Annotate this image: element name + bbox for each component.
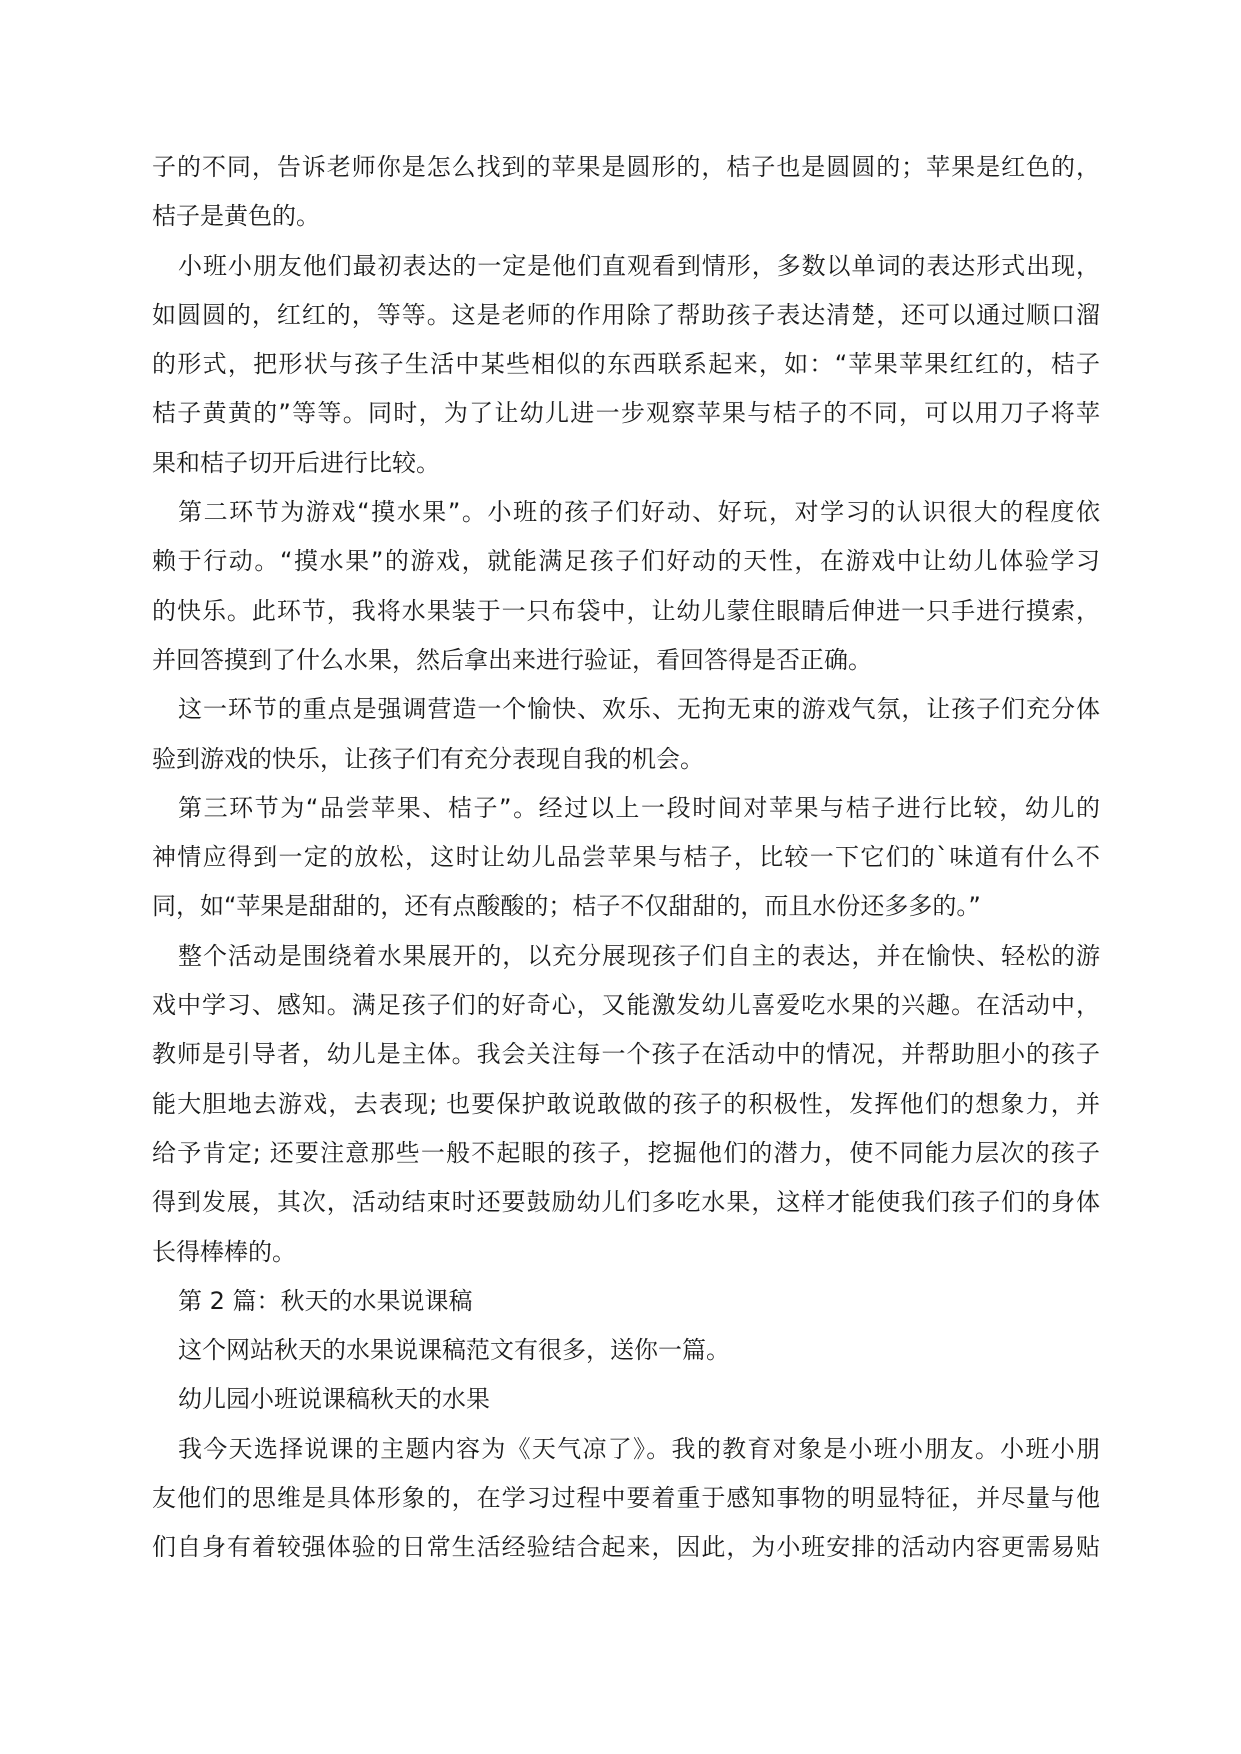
text-line: 的形式，把形状与孩子生活中某些相似的东西联系起来，如：“苹果苹果红红的，桔子 — [152, 350, 1100, 379]
document-body — [152, 143, 1100, 1573]
text-line: 神情应得到一定的放松，这时让幼儿品尝苹果与桔子，比较一下它们的`味道有什么不 — [152, 843, 1100, 872]
text-line: 这个网站秋天的水果说课稿范文有很多，送你一篇。 — [178, 1336, 730, 1365]
paragraph-10 — [152, 1425, 1100, 1573]
text-line: 赖于行动。“摸水果”的游戏，就能满足孩子们好动的天性，在游戏中让幼儿体验学习 — [152, 547, 1100, 576]
text-line: 的快乐。此环节，我将水果装于一只布袋中，让幼儿蒙住眼睛后伸进一只手进行摸索， — [152, 596, 1100, 625]
text-line: 第三环节为“品尝苹果、桔子”。经过以上一段时间对苹果与桔子进行比较，幼儿的 — [178, 793, 1100, 822]
text-line: 果和桔子切开后进行比较。 — [152, 448, 440, 477]
text-line: 幼儿园小班说课稿秋天的水果 — [178, 1385, 490, 1414]
text-line: 教师是引导者，幼儿是主体。我会关注每一个孩子在活动中的情况，并帮助胆小的孩子 — [152, 1040, 1100, 1069]
text-line: 同，如“苹果是甜甜的，还有点酸酸的；桔子不仅甜甜的，而且水份还多多的。” — [152, 892, 981, 921]
text-line: 这一环节的重点是强调营造一个愉快、欢乐、无拘无束的游戏气氛，让孩子们充分体 — [178, 695, 1100, 724]
text-line: 给予肯定; 还要注意那些一般不起眼的孩子，挖掘他们的潜力，使不同能力层次的孩子 — [152, 1138, 1100, 1167]
text-line: 如圆圆的，红红的，等等。这是老师的作用除了帮助孩子表达清楚，还可以通过顺口溜 — [152, 300, 1100, 329]
sub-heading — [152, 1375, 1100, 1424]
paragraph-2 — [152, 242, 1100, 488]
text-line: 们自身有着较强体验的日常生活经验结合起来，因此，为小班安排的活动内容更需易贴 — [152, 1533, 1100, 1562]
text-line: 并回答摸到了什么水果，然后拿出来进行验证，看回答得是否正确。 — [152, 645, 872, 674]
text-line: 子的不同，告诉老师你是怎么找到的苹果是圆形的，桔子也是圆圆的；苹果是红色的， — [152, 153, 1100, 181]
text-line: 小班小朋友他们最初表达的一定是他们直观看到情形，多数以单词的表达形式出现， — [178, 251, 1100, 280]
text-line: 桔子黄黄的”等等。同时，为了让幼儿进一步观察苹果与桔子的不同，可以用刀子将苹 — [152, 399, 1100, 428]
section-heading — [152, 1277, 1100, 1326]
paragraph-5 — [152, 784, 1100, 932]
paragraph-6 — [152, 932, 1100, 1277]
text-line: 第 2 篇：秋天的水果说课稿 — [178, 1286, 473, 1315]
paragraph-4 — [152, 685, 1100, 784]
text-line: 友他们的思维是具体形象的，在学习过程中要着重于感知事物的明显特征，并尽量与他 — [152, 1484, 1100, 1513]
paragraph-1 — [152, 143, 1100, 242]
text-line: 戏中学习、感知。满足孩子们的好奇心，又能激发幼儿喜爱吃水果的兴趣。在活动中， — [152, 991, 1100, 1020]
text-line: 第二环节为游戏“摸水果”。小班的孩子们好动、好玩，对学习的认识很大的程度依 — [178, 498, 1100, 527]
text-line: 长得棒棒的。 — [152, 1237, 296, 1266]
text-line: 得到发展，其次，活动结束时还要鼓励幼儿们多吃水果，这样才能使我们孩子们的身体 — [152, 1188, 1100, 1217]
paragraph-3 — [152, 488, 1100, 685]
text-line: 整个活动是围绕着水果展开的，以充分展现孩子们自主的表达，并在愉快、轻松的游 — [178, 941, 1100, 970]
text-line: 我今天选择说课的主题内容为《天气凉了》。我的教育对象是小班小朋友。小班小朋 — [178, 1434, 1100, 1463]
text-line: 验到游戏的快乐，让孩子们有充分表现自我的机会。 — [152, 744, 704, 773]
text-line: 能大胆地去游戏，去表现; 也要保护敢说敢做的孩子的积极性，发挥他们的想象力，并 — [152, 1089, 1100, 1118]
paragraph-8 — [152, 1326, 1100, 1375]
text-line: 桔子是黄色的。 — [152, 202, 320, 231]
